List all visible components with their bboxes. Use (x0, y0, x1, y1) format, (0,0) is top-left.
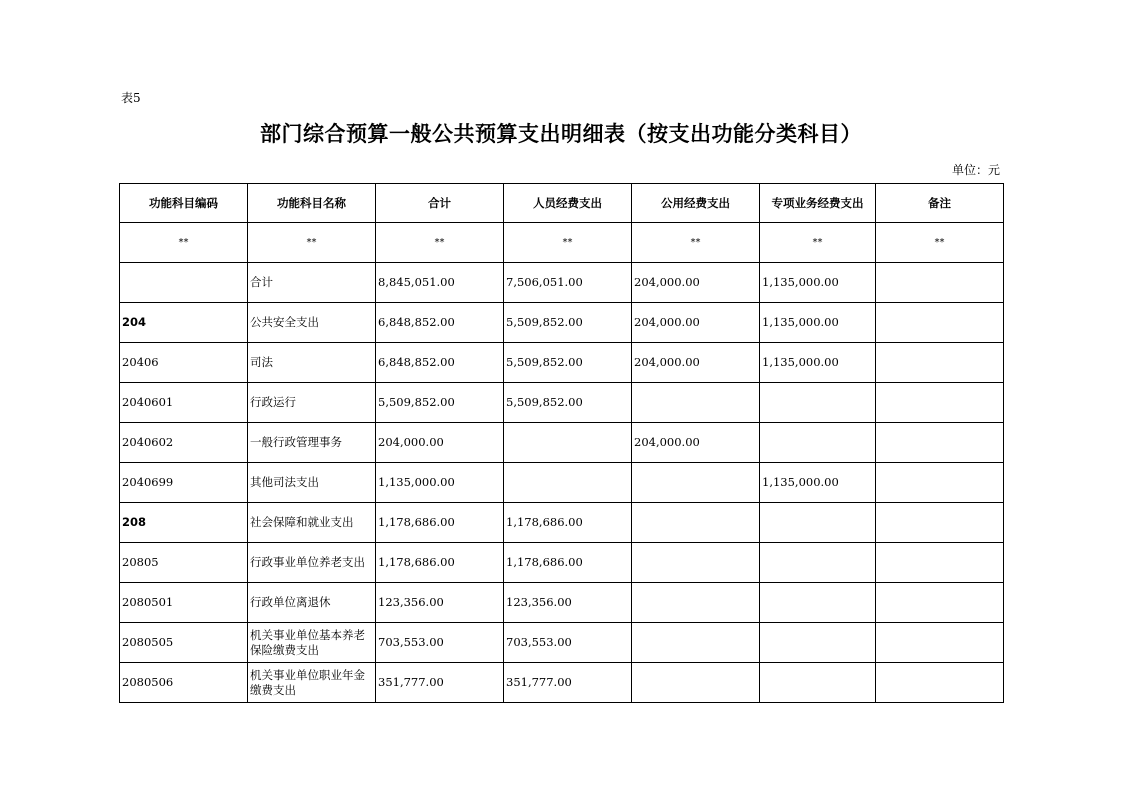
personnel-cell (504, 463, 632, 503)
mark-cell: ** (120, 223, 248, 263)
public-cell (632, 663, 760, 703)
code-cell: 2040602 (120, 423, 248, 463)
total-cell: 5,509,852.00 (376, 383, 504, 423)
table-row (120, 343, 1004, 383)
header-code: 功能科目编码 (120, 184, 248, 223)
mark-cell: ** (760, 223, 876, 263)
table-row (120, 383, 1004, 423)
total-cell: 8,845,051.00 (376, 263, 504, 303)
name-cell: 行政单位离退休 (248, 583, 376, 623)
special-cell: 1,135,000.00 (760, 263, 876, 303)
note-cell (876, 583, 1004, 623)
table-row (120, 663, 1004, 703)
code-cell: 2080505 (120, 623, 248, 663)
total-cell: 1,178,686.00 (376, 503, 504, 543)
code-cell: 208 (120, 503, 248, 543)
public-cell: 204,000.00 (632, 263, 760, 303)
table-label: 表5 (121, 91, 141, 105)
special-cell (760, 543, 876, 583)
special-cell (760, 423, 876, 463)
special-cell (760, 623, 876, 663)
header-total: 合计 (376, 184, 504, 223)
public-cell: 204,000.00 (632, 423, 760, 463)
note-cell (876, 543, 1004, 583)
header-public: 公用经费支出 (632, 184, 760, 223)
header-row (120, 184, 1004, 223)
name-cell: 司法 (248, 343, 376, 383)
name-cell: 机关事业单位职业年金缴费支出 (248, 663, 376, 703)
note-cell (876, 503, 1004, 543)
note-cell (876, 463, 1004, 503)
code-cell: 204 (120, 303, 248, 343)
header-personnel: 人员经费支出 (504, 184, 632, 223)
table-row (120, 303, 1004, 343)
total-cell: 204,000.00 (376, 423, 504, 463)
table-row (120, 623, 1004, 663)
header-name: 功能科目名称 (248, 184, 376, 223)
special-cell (760, 663, 876, 703)
note-cell (876, 423, 1004, 463)
note-cell (876, 303, 1004, 343)
personnel-cell: 1,178,686.00 (504, 543, 632, 583)
table-row (120, 463, 1004, 503)
name-cell: 合计 (248, 263, 376, 303)
table-row (120, 263, 1004, 303)
mark-cell: ** (376, 223, 504, 263)
name-cell: 社会保障和就业支出 (248, 503, 376, 543)
total-cell: 123,356.00 (376, 583, 504, 623)
name-cell: 行政运行 (248, 383, 376, 423)
personnel-cell: 123,356.00 (504, 583, 632, 623)
public-cell: 204,000.00 (632, 343, 760, 383)
budget-table (119, 183, 1004, 703)
public-cell (632, 503, 760, 543)
code-cell: 20805 (120, 543, 248, 583)
note-cell (876, 263, 1004, 303)
personnel-cell: 703,553.00 (504, 623, 632, 663)
note-cell (876, 663, 1004, 703)
special-cell: 1,135,000.00 (760, 463, 876, 503)
code-cell: 2040699 (120, 463, 248, 503)
total-cell: 351,777.00 (376, 663, 504, 703)
mark-cell: ** (248, 223, 376, 263)
special-cell: 1,135,000.00 (760, 343, 876, 383)
header-note: 备注 (876, 184, 1004, 223)
note-cell (876, 343, 1004, 383)
mark-cell: ** (504, 223, 632, 263)
personnel-cell: 351,777.00 (504, 663, 632, 703)
special-cell (760, 583, 876, 623)
public-cell (632, 583, 760, 623)
personnel-cell: 7,506,051.00 (504, 263, 632, 303)
special-cell (760, 383, 876, 423)
mark-cell: ** (632, 223, 760, 263)
public-cell (632, 623, 760, 663)
header-special: 专项业务经费支出 (760, 184, 876, 223)
page-title: 部门综合预算一般公共预算支出明细表（按支出功能分类科目） (260, 121, 862, 146)
public-cell (632, 543, 760, 583)
total-cell: 1,135,000.00 (376, 463, 504, 503)
code-cell: 2080501 (120, 583, 248, 623)
name-cell: 机关事业单位基本养老保险缴费支出 (248, 623, 376, 663)
name-cell: 一般行政管理事务 (248, 423, 376, 463)
note-cell (876, 383, 1004, 423)
name-cell: 公共安全支出 (248, 303, 376, 343)
code-cell (120, 263, 248, 303)
total-cell: 703,553.00 (376, 623, 504, 663)
marks-row (120, 223, 1004, 263)
personnel-cell: 1,178,686.00 (504, 503, 632, 543)
code-cell: 2040601 (120, 383, 248, 423)
note-cell (876, 623, 1004, 663)
total-cell: 6,848,852.00 (376, 343, 504, 383)
special-cell (760, 503, 876, 543)
public-cell (632, 383, 760, 423)
mark-cell: ** (876, 223, 1004, 263)
unit-label: 单位：元 (951, 163, 1000, 177)
total-cell: 1,178,686.00 (376, 543, 504, 583)
public-cell: 204,000.00 (632, 303, 760, 343)
table-row (120, 503, 1004, 543)
code-cell: 2080506 (120, 663, 248, 703)
total-cell: 6,848,852.00 (376, 303, 504, 343)
name-cell: 行政事业单位养老支出 (248, 543, 376, 583)
personnel-cell (504, 423, 632, 463)
personnel-cell: 5,509,852.00 (504, 343, 632, 383)
special-cell: 1,135,000.00 (760, 303, 876, 343)
name-cell: 其他司法支出 (248, 463, 376, 503)
personnel-cell: 5,509,852.00 (504, 303, 632, 343)
table-row (120, 583, 1004, 623)
public-cell (632, 463, 760, 503)
personnel-cell: 5,509,852.00 (504, 383, 632, 423)
code-cell: 20406 (120, 343, 248, 383)
table-row (120, 423, 1004, 463)
table-row (120, 543, 1004, 583)
